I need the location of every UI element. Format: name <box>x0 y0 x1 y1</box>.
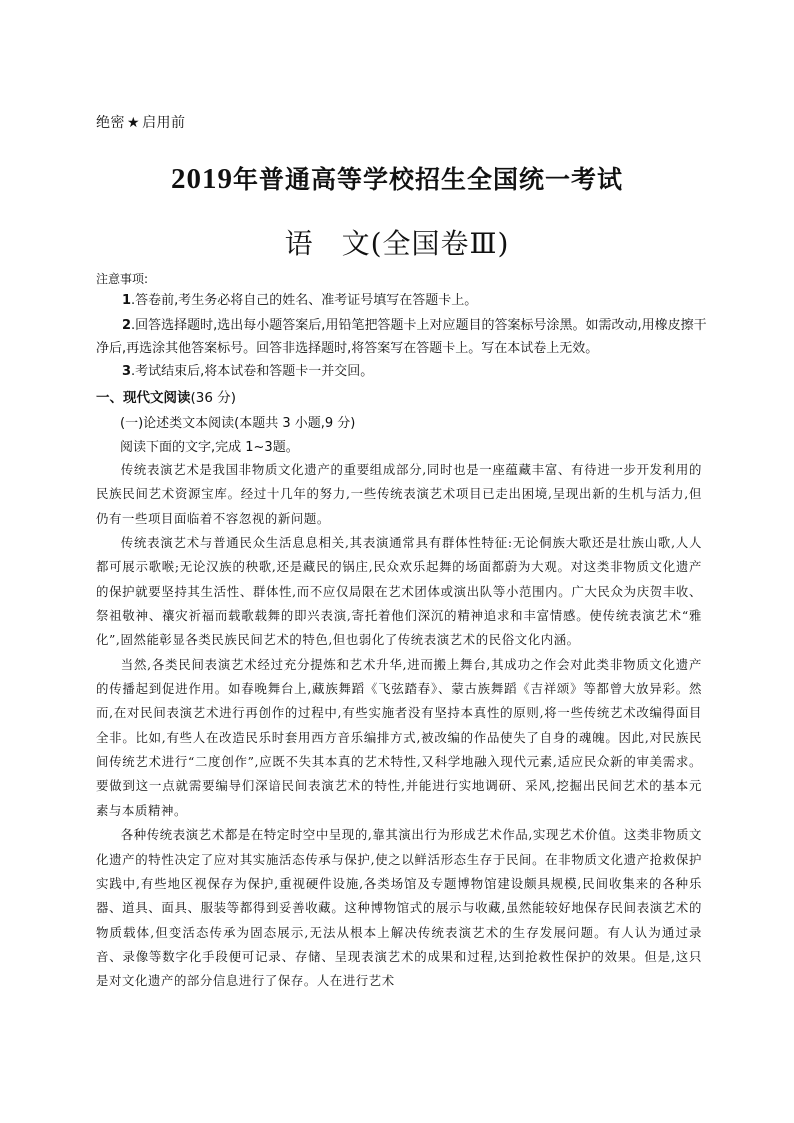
star-icon: ★ <box>127 115 141 131</box>
confidential-text: 绝密 <box>96 115 125 131</box>
notice-item-text: .回答选择题时,选出每小题答案后,用铅笔把答题卡上对应题目的答案标号涂黑。如需改动,用橡皮擦干净后,再选涂其他答案标号。回答非选择题时,将答案写在答题卡上。写在本试卷上无效。 <box>96 318 707 356</box>
section-score: (36 分) <box>190 390 237 406</box>
exam-title <box>0 160 794 196</box>
subsection-heading: (一)论述类文本阅读(本题共 3 小题,9 分) <box>120 416 356 431</box>
section-title: 一、现代文阅读 <box>96 390 191 406</box>
reading-instruction: 阅读下面的文字,完成 1~3题。 <box>120 440 299 455</box>
subject-first-char: 语 <box>284 227 314 260</box>
reading-passage <box>96 458 702 994</box>
passage-paragraph: 当然,各类民间表演艺术经过充分提炼和艺术升华,进而搬上舞台,其成功之作会对此类非物质文化遗产的传播起到促进作用。如春晚舞台上,藏族舞蹈《飞弦踏春》、蒙古族舞蹈《吉祥颂》等都曾大放异彩。然而,在对民间表演艺术进行再创作的过程中,有些实施者没有坚持本真性的原则,将一些传统艺术改编得面目全非。比如,有些人在改造民乐时套用西方音乐编排方式,被改编的作品使失了自身的魂魄。因此,对民族民间传统艺术进行“二度创作”,应既不失其本真的艺术特性,又科学地融入现代元素,适应民众新的审美需求。要做到这一点就需要编导们深谙民间表演艺术的特性,并能进行实地调研、采风,挖掘出民间艺术的基本元素与本质精神。 <box>96 656 702 818</box>
notice-item <box>96 290 708 312</box>
notice-item <box>96 314 708 360</box>
notice-item-text: .答卷前,考生务必将自己的姓名、准考证号填写在答题卡上。 <box>131 293 478 308</box>
notice-item-number: 1 <box>122 293 132 308</box>
notice-item-number: 3 <box>122 364 132 379</box>
section-heading <box>96 386 236 406</box>
notice-heading: 注意事项: <box>96 272 149 286</box>
passage-paragraph: 各种传统表演艺术都是在特定时空中呈现的,靠其演出行为形成艺术作品,实现艺术价值。这类非物质文化遗产的特性决定了应对其实施活态传承与保护,使之以鲜活形态生存于民间。在非物质文化遗产抢救保护实践中,有些地区视保存为保护,重视硬件设施,各类场馆及专题博物馆建设颇具规模,民间收集来的各种乐器、道具、面具、服装等都得到妥善收藏。这种博物馆式的展示与收藏,虽然能较好地保存民间表演艺术的物质载体,但变活态传承为固态展示,无法从根本上解决传统表演艺术的生存发展问题。有人认为通过录音、录像等数字化手段便可记录、存储、呈现表演艺术的成果和过程,达到抢救性保护的效果。但是,这只是对文化遗产的部分信息进行了保存。人在进行艺术 <box>96 827 702 989</box>
exam-name: 年普通高等学校招生全国统一考试 <box>232 165 623 194</box>
subject-rest: 文(全国卷Ⅲ) <box>341 227 510 260</box>
notice-item-number: 2 <box>122 318 132 333</box>
notice-item-text: .考试结束后,将本试卷和答题卡一并交回。 <box>131 364 374 379</box>
confidential-label <box>96 112 186 132</box>
exam-year: 2019 <box>170 163 233 195</box>
notice-item <box>96 361 708 383</box>
before-use-text: 启用前 <box>142 115 186 131</box>
passage-paragraph: 传统表演艺术是我国非物质文化遗产的重要组成部分,同时也是一座蕴藏丰富、有待进一步开发利用的民族民间艺术资源宝库。经过十几年的努力,一些传统表演艺术项目已走出困境,呈现出新的生机与活力,但仍有一些项目面临着不容忽视的新问题。 <box>96 462 702 526</box>
subject-title <box>0 222 794 262</box>
passage-paragraph: 传统表演艺术与普通民众生活息息相关,其表演通常具有群体性特征:无论侗族大歌还是壮族山歌,人人都可展示歌喉;无论汉族的秧歌,还是藏民的锅庄,民众欢乐起舞的场面都蔚为大观。对这类非物质文化遗产的保护就要坚持其生活性、群体性,而不应仅局限在艺术团体或演出队等小范围内。广大民众为庆贺丰收、祭祖敬神、禳灾祈福而载歌载舞的即兴表演,寄托着他们深沉的精神追求和丰富情感。使传统表演艺术“雅化”,固然能彰显各类民族民间艺术的特色,但也弱化了传统表演艺术的民俗文化内涵。 <box>96 535 702 648</box>
